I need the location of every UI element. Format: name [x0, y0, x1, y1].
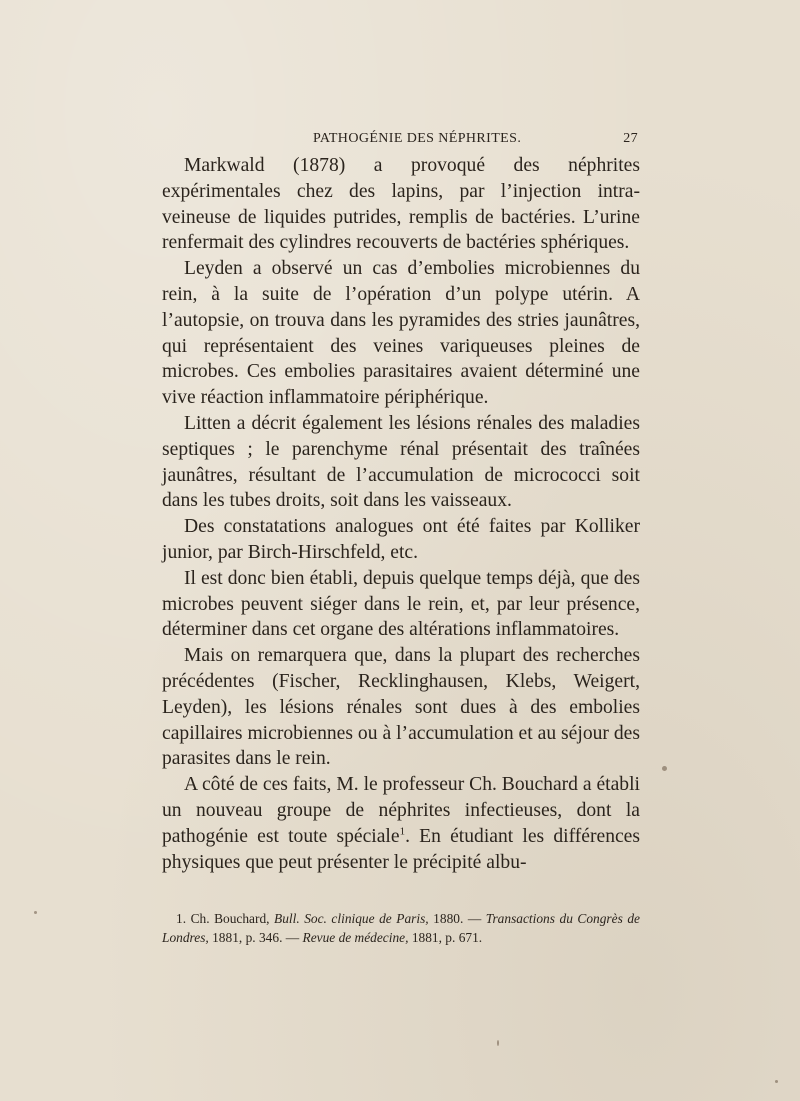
paper-speck	[34, 911, 37, 914]
footnote-ref-3: 1881, p. 671.	[411, 930, 483, 945]
footnote-journal-transactions: Transactions du Congrès de Londres,	[162, 911, 640, 945]
paragraph-bouchard-continuation: . En étudiant les différences physiques que peut présenter le précipité albu-	[162, 825, 641, 873]
paragraph-bouchard-text: A côté de ces faits, M. le professeur Ch. Bouchard a établi un nouveau groupe de néphrites infectieuses, dont la pathogénie est toute spéciale	[162, 774, 640, 847]
paragraph-embolies: Mais on remarquera que, dans la plupart des recherches précédentes (Fischer, Recklinghausen, Klebs, Weigert, Leyden), les lésions rénales sont dues à des embolies capillaires microbiennes ou à l’accumulation et au séjour des parasites dans le rein.	[162, 645, 640, 770]
page-number: 27	[623, 131, 638, 146]
footnote-ref-2: 1881, p. 346. —	[212, 930, 300, 945]
footnote-text	[162, 909, 640, 947]
paragraph-kolliker: Des constatations analogues ont été faites par Kolliker junior, par Birch-Hirschfeld, etc.	[162, 516, 640, 563]
footnote-reference: 1	[399, 825, 406, 838]
paragraph-litten: Litten a décrit également les lésions rénales des maladies septiques ; le parenchyme rénal présentait des traînées jaunâtres, résultant de l’accumulation de micrococci soit dans les tubes droits, soit dans les vaisseaux.	[162, 412, 640, 512]
running-head	[160, 131, 638, 151]
body-text	[162, 153, 640, 875]
footnote	[162, 909, 640, 947]
paragraph-leyden: Leyden a observé un cas d’embolies microbiennes du rein, à la suite de l’opération d’un polype utérin. A l’autopsie, on trouva dans les pyramides des stries jaunâtres, qui représentaient des veines variqueuses pleines de microbes. Ces embolies parasitaires avaient déterminé une vive réaction inflammatoire périphérique.	[162, 258, 640, 409]
footnote-number: 1.	[176, 911, 187, 926]
footnote-journal-revue: Revue de médecine,	[302, 930, 409, 945]
footnote-journal-bull: Bull. Soc. clinique de Paris,	[274, 911, 429, 926]
paragraph-microbes-established: Il est donc bien établi, depuis quelque temps déjà, que des microbes peuvent siéger dans le rein, et, par leur présence, déterminer dans cet organe des altérations inflammatoires.	[162, 567, 640, 641]
footnote-ref-1: 1880. —	[433, 911, 482, 926]
paragraph-bouchard	[162, 772, 640, 875]
paper-speck	[775, 1080, 778, 1083]
running-title: PATHOGÉNIE DES NÉPHRITES.	[313, 131, 522, 146]
paper-speck	[662, 766, 667, 771]
paper-speck	[497, 1040, 499, 1046]
footnote-author: Ch. Bouchard,	[190, 911, 270, 926]
paragraph-markwald: Markwald (1878) a provoqué des néphrites expérimentales chez des lapins, par l’injection intra-veineuse de liquides putrides, remplis de bactéries. L’urine renfermait des cylindres recouverts de bactéries sphériques.	[162, 155, 640, 254]
